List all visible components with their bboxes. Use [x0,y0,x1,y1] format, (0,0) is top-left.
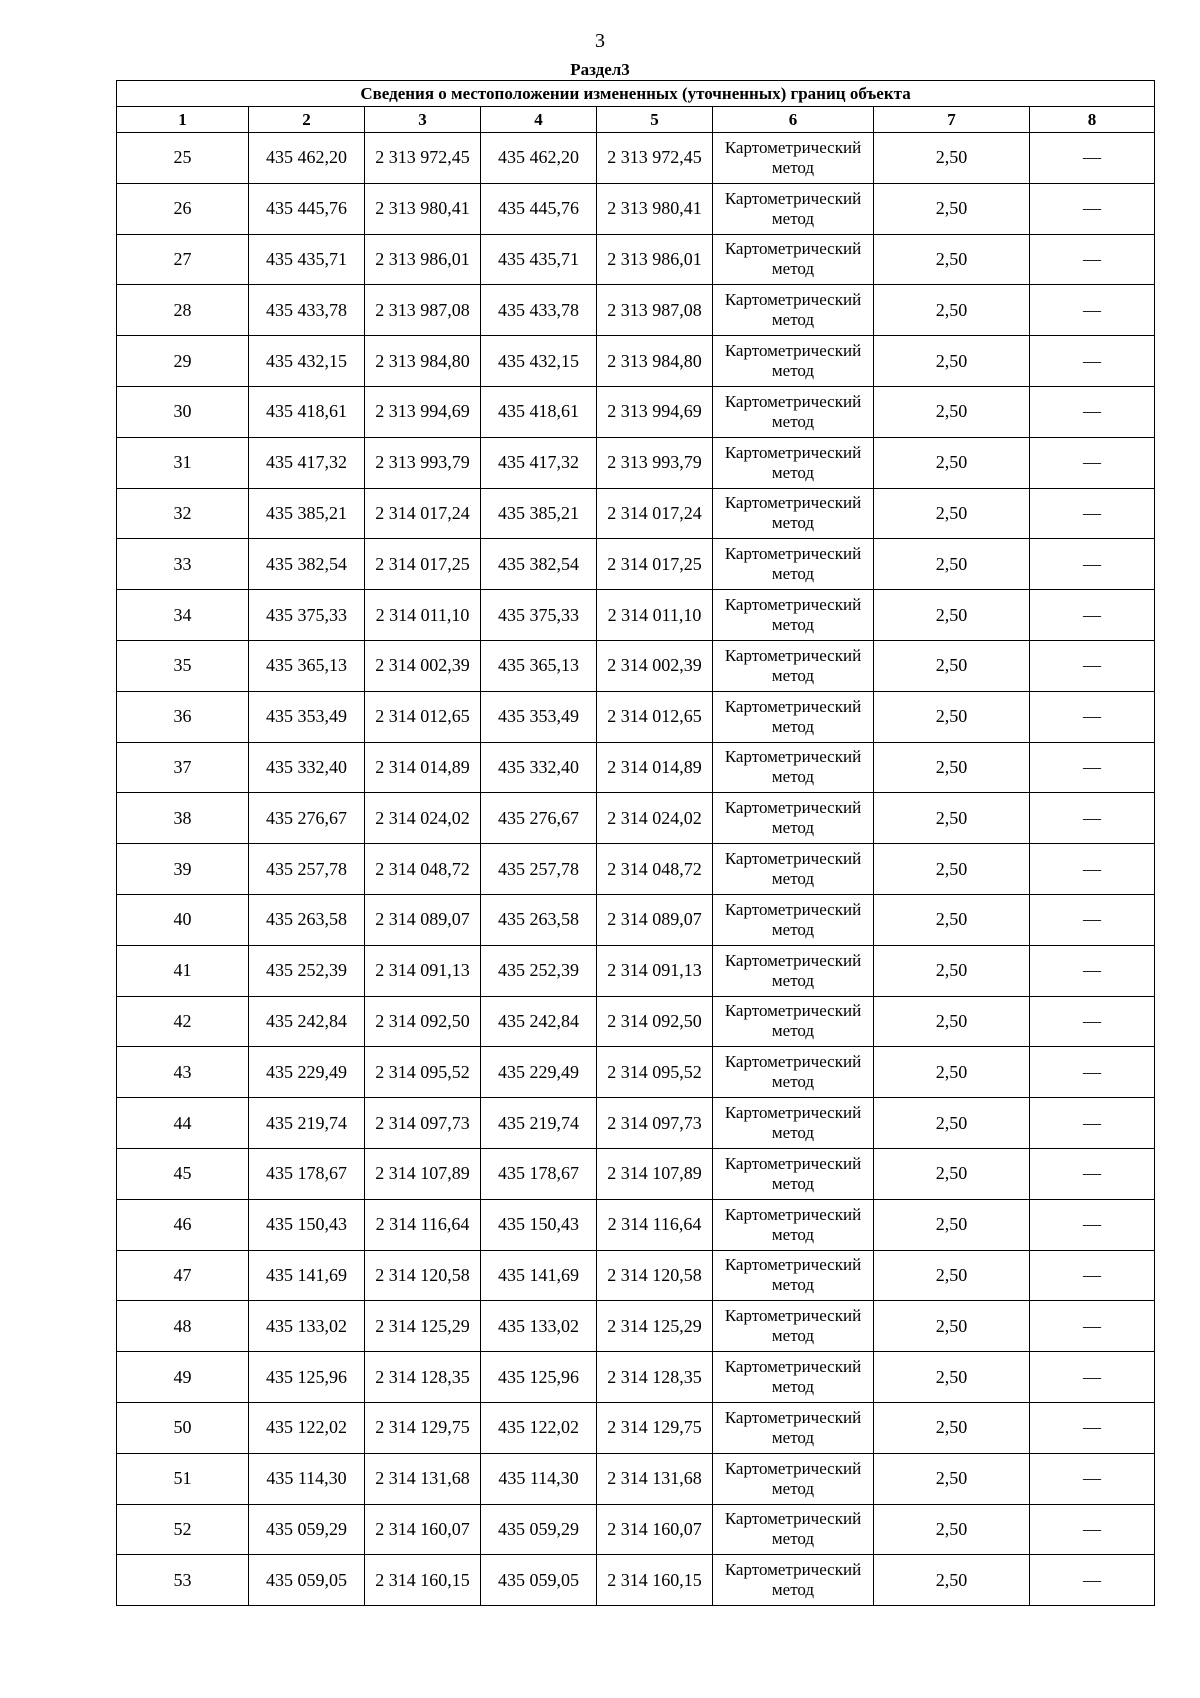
y-existing-cell: 2 314 095,52 [365,1047,481,1098]
method-cell: Картометрический метод [713,488,874,539]
accuracy-cell: 2,50 [874,1098,1030,1149]
method-cell: Картометрический метод [713,336,874,387]
x-existing-cell: 435 276,67 [249,793,365,844]
y-existing-cell: 2 314 116,64 [365,1199,481,1250]
y-refined-cell: 2 313 993,79 [597,437,713,488]
note-cell: — [1030,1555,1155,1606]
method-cell: Картометрический метод [713,996,874,1047]
x-refined-cell: 435 276,67 [481,793,597,844]
column-number: 6 [713,107,874,133]
method-cell: Картометрический метод [713,1402,874,1453]
y-existing-cell: 2 314 024,02 [365,793,481,844]
x-refined-cell: 435 133,02 [481,1301,597,1352]
x-existing-cell: 435 150,43 [249,1199,365,1250]
point-number-cell: 45 [117,1148,249,1199]
accuracy-cell: 2,50 [874,1504,1030,1555]
note-cell: — [1030,640,1155,691]
table-row [117,1098,1155,1149]
y-existing-cell: 2 313 984,80 [365,336,481,387]
x-existing-cell: 435 242,84 [249,996,365,1047]
accuracy-cell: 2,50 [874,234,1030,285]
table-row [117,793,1155,844]
x-existing-cell: 435 435,71 [249,234,365,285]
x-refined-cell: 435 332,40 [481,742,597,793]
x-existing-cell: 435 365,13 [249,640,365,691]
x-existing-cell: 435 141,69 [249,1250,365,1301]
table-row [117,488,1155,539]
table-row [117,1301,1155,1352]
y-existing-cell: 2 313 994,69 [365,386,481,437]
page-number: 3 [595,30,605,52]
y-refined-cell: 2 314 024,02 [597,793,713,844]
y-refined-cell: 2 314 125,29 [597,1301,713,1352]
y-existing-cell: 2 314 002,39 [365,640,481,691]
column-number: 2 [249,107,365,133]
y-refined-cell: 2 314 002,39 [597,640,713,691]
point-number-cell: 47 [117,1250,249,1301]
x-existing-cell: 435 133,02 [249,1301,365,1352]
method-cell: Картометрический метод [713,844,874,895]
note-cell: — [1030,945,1155,996]
note-cell: — [1030,1148,1155,1199]
table-row [117,285,1155,336]
point-number-cell: 49 [117,1352,249,1403]
y-refined-cell: 2 314 089,07 [597,894,713,945]
y-refined-cell: 2 314 097,73 [597,1098,713,1149]
y-refined-cell: 2 314 048,72 [597,844,713,895]
x-existing-cell: 435 432,15 [249,336,365,387]
table-row [117,1504,1155,1555]
y-existing-cell: 2 314 091,13 [365,945,481,996]
y-refined-cell: 2 314 160,15 [597,1555,713,1606]
x-refined-cell: 435 365,13 [481,640,597,691]
x-refined-cell: 435 435,71 [481,234,597,285]
y-refined-cell: 2 313 994,69 [597,386,713,437]
y-existing-cell: 2 314 107,89 [365,1148,481,1199]
x-existing-cell: 435 125,96 [249,1352,365,1403]
x-refined-cell: 435 382,54 [481,539,597,590]
point-number-cell: 35 [117,640,249,691]
x-refined-cell: 435 432,15 [481,336,597,387]
accuracy-cell: 2,50 [874,1555,1030,1606]
accuracy-cell: 2,50 [874,1047,1030,1098]
note-cell: — [1030,590,1155,641]
point-number-cell: 42 [117,996,249,1047]
table-row [117,1250,1155,1301]
note-cell: — [1030,133,1155,184]
x-refined-cell: 435 257,78 [481,844,597,895]
y-existing-cell: 2 313 986,01 [365,234,481,285]
note-cell: — [1030,1098,1155,1149]
y-refined-cell: 2 314 131,68 [597,1453,713,1504]
x-existing-cell: 435 059,05 [249,1555,365,1606]
accuracy-cell: 2,50 [874,691,1030,742]
note-cell: — [1030,894,1155,945]
x-refined-cell: 435 353,49 [481,691,597,742]
x-refined-cell: 435 122,02 [481,1402,597,1453]
table-row [117,386,1155,437]
x-existing-cell: 435 332,40 [249,742,365,793]
note-cell: — [1030,1504,1155,1555]
y-existing-cell: 2 313 972,45 [365,133,481,184]
y-existing-cell: 2 314 129,75 [365,1402,481,1453]
y-existing-cell: 2 314 092,50 [365,996,481,1047]
y-existing-cell: 2 314 011,10 [365,590,481,641]
point-number-cell: 28 [117,285,249,336]
table-row [117,336,1155,387]
y-existing-cell: 2 314 012,65 [365,691,481,742]
y-refined-cell: 2 314 014,89 [597,742,713,793]
note-cell: — [1030,844,1155,895]
y-existing-cell: 2 314 125,29 [365,1301,481,1352]
accuracy-cell: 2,50 [874,1453,1030,1504]
y-refined-cell: 2 313 986,01 [597,234,713,285]
x-refined-cell: 435 219,74 [481,1098,597,1149]
accuracy-cell: 2,50 [874,1199,1030,1250]
note-cell: — [1030,183,1155,234]
y-refined-cell: 2 314 017,25 [597,539,713,590]
method-cell: Картометрический метод [713,742,874,793]
x-existing-cell: 435 178,67 [249,1148,365,1199]
x-refined-cell: 435 125,96 [481,1352,597,1403]
y-refined-cell: 2 314 012,65 [597,691,713,742]
point-number-cell: 36 [117,691,249,742]
point-number-cell: 53 [117,1555,249,1606]
x-existing-cell: 435 375,33 [249,590,365,641]
method-cell: Картометрический метод [713,1148,874,1199]
y-refined-cell: 2 314 107,89 [597,1148,713,1199]
note-cell: — [1030,742,1155,793]
method-cell: Картометрический метод [713,285,874,336]
y-refined-cell: 2 314 092,50 [597,996,713,1047]
method-cell: Картометрический метод [713,386,874,437]
x-refined-cell: 435 178,67 [481,1148,597,1199]
method-cell: Картометрический метод [713,1352,874,1403]
method-cell: Картометрический метод [713,539,874,590]
x-existing-cell: 435 059,29 [249,1504,365,1555]
x-refined-cell: 435 141,69 [481,1250,597,1301]
x-existing-cell: 435 382,54 [249,539,365,590]
x-existing-cell: 435 114,30 [249,1453,365,1504]
point-number-cell: 37 [117,742,249,793]
x-refined-cell: 435 229,49 [481,1047,597,1098]
y-refined-cell: 2 313 980,41 [597,183,713,234]
x-existing-cell: 435 252,39 [249,945,365,996]
point-number-cell: 40 [117,894,249,945]
point-number-cell: 46 [117,1199,249,1250]
y-refined-cell: 2 313 987,08 [597,285,713,336]
y-existing-cell: 2 314 120,58 [365,1250,481,1301]
x-refined-cell: 435 114,30 [481,1453,597,1504]
table-row [117,945,1155,996]
note-cell: — [1030,1250,1155,1301]
accuracy-cell: 2,50 [874,133,1030,184]
point-number-cell: 27 [117,234,249,285]
note-cell: — [1030,234,1155,285]
y-refined-cell: 2 314 116,64 [597,1199,713,1250]
table-row [117,183,1155,234]
y-existing-cell: 2 314 017,25 [365,539,481,590]
accuracy-cell: 2,50 [874,1148,1030,1199]
accuracy-cell: 2,50 [874,1250,1030,1301]
note-cell: — [1030,1402,1155,1453]
x-refined-cell: 435 059,29 [481,1504,597,1555]
accuracy-cell: 2,50 [874,183,1030,234]
point-number-cell: 26 [117,183,249,234]
y-refined-cell: 2 314 160,07 [597,1504,713,1555]
method-cell: Картометрический метод [713,1504,874,1555]
accuracy-cell: 2,50 [874,1301,1030,1352]
x-refined-cell: 435 417,32 [481,437,597,488]
table-row [117,1453,1155,1504]
x-refined-cell: 435 059,05 [481,1555,597,1606]
x-existing-cell: 435 462,20 [249,133,365,184]
accuracy-cell: 2,50 [874,386,1030,437]
column-number: 4 [481,107,597,133]
accuracy-cell: 2,50 [874,1352,1030,1403]
x-existing-cell: 435 257,78 [249,844,365,895]
coordinates-table [116,80,1155,1606]
x-refined-cell: 435 433,78 [481,285,597,336]
table-row [117,996,1155,1047]
table-body [117,133,1155,1606]
method-cell: Картометрический метод [713,183,874,234]
y-refined-cell: 2 314 120,58 [597,1250,713,1301]
method-cell: Картометрический метод [713,691,874,742]
note-cell: — [1030,539,1155,590]
method-cell: Картометрический метод [713,1250,874,1301]
note-cell: — [1030,1453,1155,1504]
y-existing-cell: 2 314 128,35 [365,1352,481,1403]
note-cell: — [1030,285,1155,336]
x-existing-cell: 435 122,02 [249,1402,365,1453]
x-refined-cell: 435 150,43 [481,1199,597,1250]
accuracy-cell: 2,50 [874,640,1030,691]
x-existing-cell: 435 418,61 [249,386,365,437]
table-caption: Сведения о местоположении измененных (уточненных) границ объекта [117,81,1155,107]
method-cell: Картометрический метод [713,1098,874,1149]
table-row [117,1047,1155,1098]
y-refined-cell: 2 314 011,10 [597,590,713,641]
note-cell: — [1030,691,1155,742]
y-existing-cell: 2 314 131,68 [365,1453,481,1504]
x-existing-cell: 435 385,21 [249,488,365,539]
x-refined-cell: 435 242,84 [481,996,597,1047]
column-number: 8 [1030,107,1155,133]
point-number-cell: 25 [117,133,249,184]
point-number-cell: 44 [117,1098,249,1149]
table-row [117,844,1155,895]
point-number-cell: 29 [117,336,249,387]
x-existing-cell: 435 433,78 [249,285,365,336]
point-number-cell: 39 [117,844,249,895]
x-existing-cell: 435 445,76 [249,183,365,234]
x-refined-cell: 435 445,76 [481,183,597,234]
point-number-cell: 50 [117,1402,249,1453]
x-existing-cell: 435 353,49 [249,691,365,742]
x-refined-cell: 435 418,61 [481,386,597,437]
column-number: 5 [597,107,713,133]
y-refined-cell: 2 313 972,45 [597,133,713,184]
x-existing-cell: 435 229,49 [249,1047,365,1098]
accuracy-cell: 2,50 [874,1402,1030,1453]
accuracy-cell: 2,50 [874,590,1030,641]
point-number-cell: 52 [117,1504,249,1555]
method-cell: Картометрический метод [713,437,874,488]
note-cell: — [1030,488,1155,539]
x-refined-cell: 435 462,20 [481,133,597,184]
column-number: 3 [365,107,481,133]
accuracy-cell: 2,50 [874,285,1030,336]
y-existing-cell: 2 313 980,41 [365,183,481,234]
method-cell: Картометрический метод [713,1047,874,1098]
table-row [117,1148,1155,1199]
table-row [117,1555,1155,1606]
note-cell: — [1030,437,1155,488]
accuracy-cell: 2,50 [874,742,1030,793]
note-cell: — [1030,1199,1155,1250]
table-row [117,1352,1155,1403]
x-refined-cell: 435 263,58 [481,894,597,945]
y-refined-cell: 2 314 095,52 [597,1047,713,1098]
point-number-cell: 41 [117,945,249,996]
point-number-cell: 34 [117,590,249,641]
accuracy-cell: 2,50 [874,996,1030,1047]
point-number-cell: 30 [117,386,249,437]
table-row [117,539,1155,590]
note-cell: — [1030,1352,1155,1403]
y-existing-cell: 2 314 014,89 [365,742,481,793]
y-refined-cell: 2 313 984,80 [597,336,713,387]
section-title: Раздел3 [570,60,630,79]
x-refined-cell: 435 375,33 [481,590,597,641]
table-row [117,691,1155,742]
table-row [117,742,1155,793]
y-existing-cell: 2 314 160,15 [365,1555,481,1606]
x-existing-cell: 435 263,58 [249,894,365,945]
column-number: 7 [874,107,1030,133]
point-number-cell: 51 [117,1453,249,1504]
note-cell: — [1030,336,1155,387]
table-row [117,1199,1155,1250]
table-row [117,640,1155,691]
x-refined-cell: 435 252,39 [481,945,597,996]
point-number-cell: 32 [117,488,249,539]
y-existing-cell: 2 314 097,73 [365,1098,481,1149]
y-existing-cell: 2 314 017,24 [365,488,481,539]
table-row [117,133,1155,184]
method-cell: Картометрический метод [713,1301,874,1352]
y-existing-cell: 2 314 089,07 [365,894,481,945]
x-existing-cell: 435 219,74 [249,1098,365,1149]
accuracy-cell: 2,50 [874,844,1030,895]
accuracy-cell: 2,50 [874,894,1030,945]
y-refined-cell: 2 314 129,75 [597,1402,713,1453]
method-cell: Картометрический метод [713,234,874,285]
point-number-cell: 38 [117,793,249,844]
accuracy-cell: 2,50 [874,488,1030,539]
note-cell: — [1030,1301,1155,1352]
accuracy-cell: 2,50 [874,336,1030,387]
y-existing-cell: 2 314 160,07 [365,1504,481,1555]
point-number-cell: 43 [117,1047,249,1098]
method-cell: Картометрический метод [713,1199,874,1250]
y-existing-cell: 2 313 987,08 [365,285,481,336]
point-number-cell: 31 [117,437,249,488]
method-cell: Картометрический метод [713,793,874,844]
y-refined-cell: 2 314 017,24 [597,488,713,539]
y-refined-cell: 2 314 091,13 [597,945,713,996]
x-existing-cell: 435 417,32 [249,437,365,488]
column-number-row [117,107,1155,133]
y-existing-cell: 2 314 048,72 [365,844,481,895]
method-cell: Картометрический метод [713,1555,874,1606]
method-cell: Картометрический метод [713,133,874,184]
table-row [117,590,1155,641]
table-row [117,894,1155,945]
x-refined-cell: 435 385,21 [481,488,597,539]
accuracy-cell: 2,50 [874,437,1030,488]
method-cell: Картометрический метод [713,640,874,691]
table-row [117,437,1155,488]
note-cell: — [1030,793,1155,844]
accuracy-cell: 2,50 [874,793,1030,844]
table-row [117,234,1155,285]
y-existing-cell: 2 313 993,79 [365,437,481,488]
point-number-cell: 48 [117,1301,249,1352]
table-row [117,1402,1155,1453]
method-cell: Картометрический метод [713,945,874,996]
method-cell: Картометрический метод [713,590,874,641]
y-refined-cell: 2 314 128,35 [597,1352,713,1403]
point-number-cell: 33 [117,539,249,590]
accuracy-cell: 2,50 [874,945,1030,996]
note-cell: — [1030,1047,1155,1098]
method-cell: Картометрический метод [713,1453,874,1504]
note-cell: — [1030,996,1155,1047]
note-cell: — [1030,386,1155,437]
method-cell: Картометрический метод [713,894,874,945]
accuracy-cell: 2,50 [874,539,1030,590]
column-number: 1 [117,107,249,133]
